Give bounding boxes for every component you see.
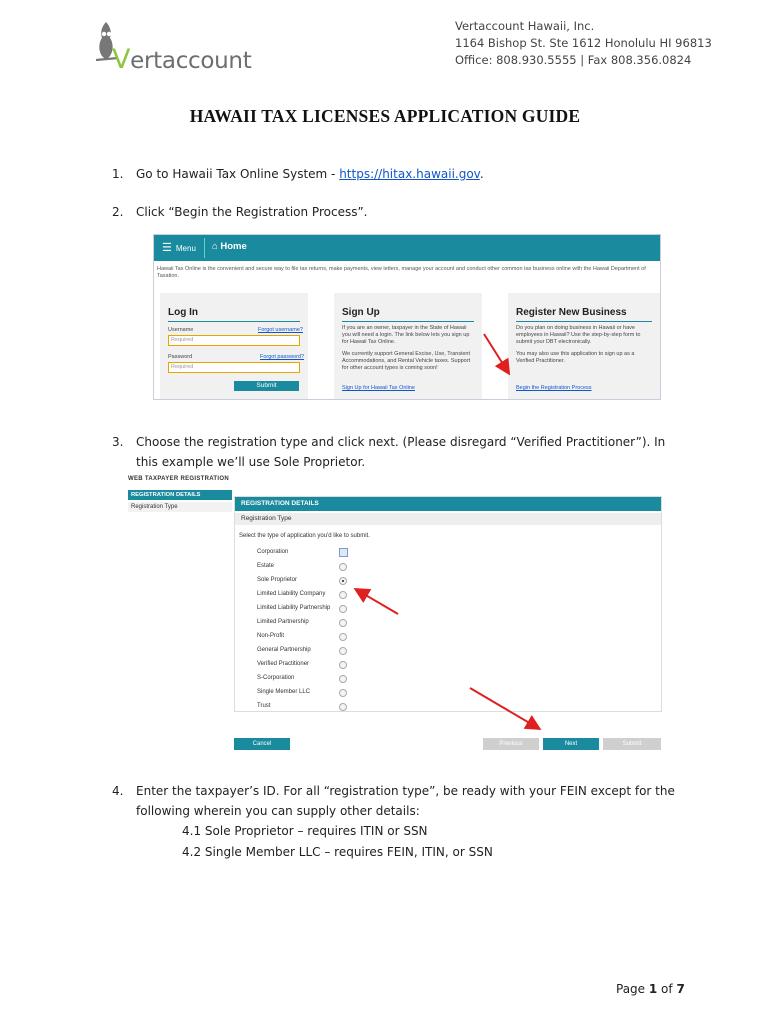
page-number: Page 1 of 7 <box>616 982 685 996</box>
step-text: Enter the taxpayer’s ID. For all “registration type”, be ready with your FEIN except for the following wherein you can supply other details: <box>136 784 675 818</box>
web-registration-heading: WEB TAXPAYER REGISTRATION <box>128 476 229 482</box>
intro-text: Hawaii Tax Online is the convenient and secure way to file tax returns, make payments, view letters, manage your account and conduct other common tax business online with the Hawaii Department of Taxation. <box>157 266 646 279</box>
step-number: 1. <box>112 167 124 181</box>
register-text-2: You may also use this application to sign up as a Verified Practitioner. <box>516 351 635 364</box>
step-1: 1. Go to Hawaii Tax Online System - https://hitax.hawaii.gov. <box>112 164 692 184</box>
option-label: Limited Liability Company <box>257 591 326 597</box>
cancel-button[interactable]: Cancel <box>234 738 290 750</box>
password-input[interactable]: Required <box>168 362 300 373</box>
signup-text-2: We currently support General Excise, Use, Transient Accommodations, and Rental Vehicle taxes. Support for other account types is coming soon! <box>342 351 471 371</box>
username-input[interactable]: Required <box>168 335 300 346</box>
option-label: Sole Proprietor <box>257 577 298 583</box>
option-label: Verified Practitioner <box>257 661 310 667</box>
option-radio[interactable] <box>339 605 347 613</box>
login-title: Log In <box>168 307 198 318</box>
home-icon: ⌂ <box>212 241 218 252</box>
option-label: General Partnership <box>257 647 311 653</box>
option-radio[interactable] <box>339 661 347 669</box>
option-radio[interactable] <box>339 619 347 627</box>
side-nav-item[interactable]: Registration Type <box>128 502 232 512</box>
document-title: HAWAII TAX LICENSES APPLICATION GUIDE <box>189 106 581 126</box>
option-label: Estate <box>257 563 275 569</box>
signup-text-1: If you are an owner, taxpayer in the State of Hawaii you will need a login. The link below lets you sign up for Hawaii Tax Online. <box>342 325 470 345</box>
hamburger-icon: ☰ <box>162 242 172 254</box>
signup-panel <box>334 293 482 400</box>
hitax-home-screenshot <box>153 234 661 400</box>
step-number: 2. <box>112 205 124 219</box>
signup-link[interactable]: Sign Up for Hawaii Tax Online <box>342 385 415 391</box>
company-contact: Office: 808.930.5555 | Fax 808.356.0824 <box>455 53 692 67</box>
registration-form <box>234 496 662 712</box>
submit-button[interactable]: Submit <box>603 738 661 750</box>
form-header: REGISTRATION DETAILS <box>235 497 661 511</box>
option-label: Single Member LLC <box>257 689 311 695</box>
step-4 <box>112 781 692 823</box>
sole-proprietor-radio[interactable] <box>339 577 347 585</box>
option-radio[interactable] <box>339 591 347 599</box>
forgot-password-link[interactable]: Forgot password? <box>260 354 305 360</box>
previous-button[interactable]: Previous <box>483 738 539 750</box>
step-2 <box>112 202 692 222</box>
password-label: Password <box>168 354 193 360</box>
option-label: Limited Partnership <box>257 619 309 625</box>
option-radio[interactable] <box>339 675 347 683</box>
step-3 <box>112 432 692 474</box>
option-radio[interactable] <box>339 647 347 655</box>
signup-title: Sign Up <box>342 307 380 318</box>
step-number: 3. <box>112 435 124 449</box>
option-label: Corporation <box>257 549 289 555</box>
begin-registration-link[interactable]: Begin the Registration Process <box>516 385 592 391</box>
form-question: Select the type of application you'd like to submit. <box>239 533 370 539</box>
side-nav-header: REGISTRATION DETAILS <box>128 490 232 500</box>
registration-type-screenshot <box>128 476 662 753</box>
option-label: Trust <box>257 703 271 709</box>
register-text-1: Do you plan on doing business in Hawaii or have employees in Hawaii? Use the step-by-step form to submit your DBT electronically. <box>516 325 641 345</box>
step-text: Choose the registration type and click next. (Please disregard “Verified Practitioner”). In this example we’ll use Sole Proprietor. <box>136 435 666 469</box>
next-button[interactable]: Next <box>543 738 599 750</box>
option-label: Limited Liability Partnership <box>257 605 331 611</box>
register-panel <box>508 293 660 400</box>
option-checkbox[interactable] <box>339 548 348 557</box>
home-nav[interactable]: ⌂ Home <box>212 241 247 252</box>
company-street: 1164 Bishop St. Ste 1612 Honolulu HI 96813 <box>455 36 712 50</box>
sub-item-4-2: 4.2 Single Member LLC – requires FEIN, ITIN, or SSN <box>182 845 493 859</box>
menu-button[interactable]: ☰ Menu <box>162 242 196 254</box>
option-label: S-Corporation <box>257 675 295 681</box>
form-subheader: Registration Type <box>235 513 661 525</box>
option-radio[interactable] <box>339 703 347 711</box>
submit-button[interactable]: Submit <box>234 381 299 391</box>
register-title: Register New Business <box>516 307 627 318</box>
step-text: Click “Begin the Registration Process”. <box>136 205 368 219</box>
hitax-link[interactable]: https://hitax.hawaii.gov <box>339 167 480 181</box>
username-label: Username <box>168 327 194 333</box>
sub-item-4-1: 4.1 Sole Proprietor – requires ITIN or SSN <box>182 824 428 838</box>
company-address-block <box>455 18 712 69</box>
step-number: 4. <box>112 784 124 798</box>
company-name: Vertaccount Hawaii, Inc. <box>455 19 595 33</box>
step-text: Go to Hawaii Tax Online System - <box>136 167 340 181</box>
option-radio[interactable] <box>339 563 347 571</box>
option-radio[interactable] <box>339 633 347 641</box>
option-label: Non-Profit <box>257 633 285 639</box>
logo-wordmark[interactable]: Vertaccount <box>112 44 252 75</box>
option-radio[interactable] <box>339 689 347 697</box>
forgot-username-link[interactable]: Forgot username? <box>258 327 303 333</box>
